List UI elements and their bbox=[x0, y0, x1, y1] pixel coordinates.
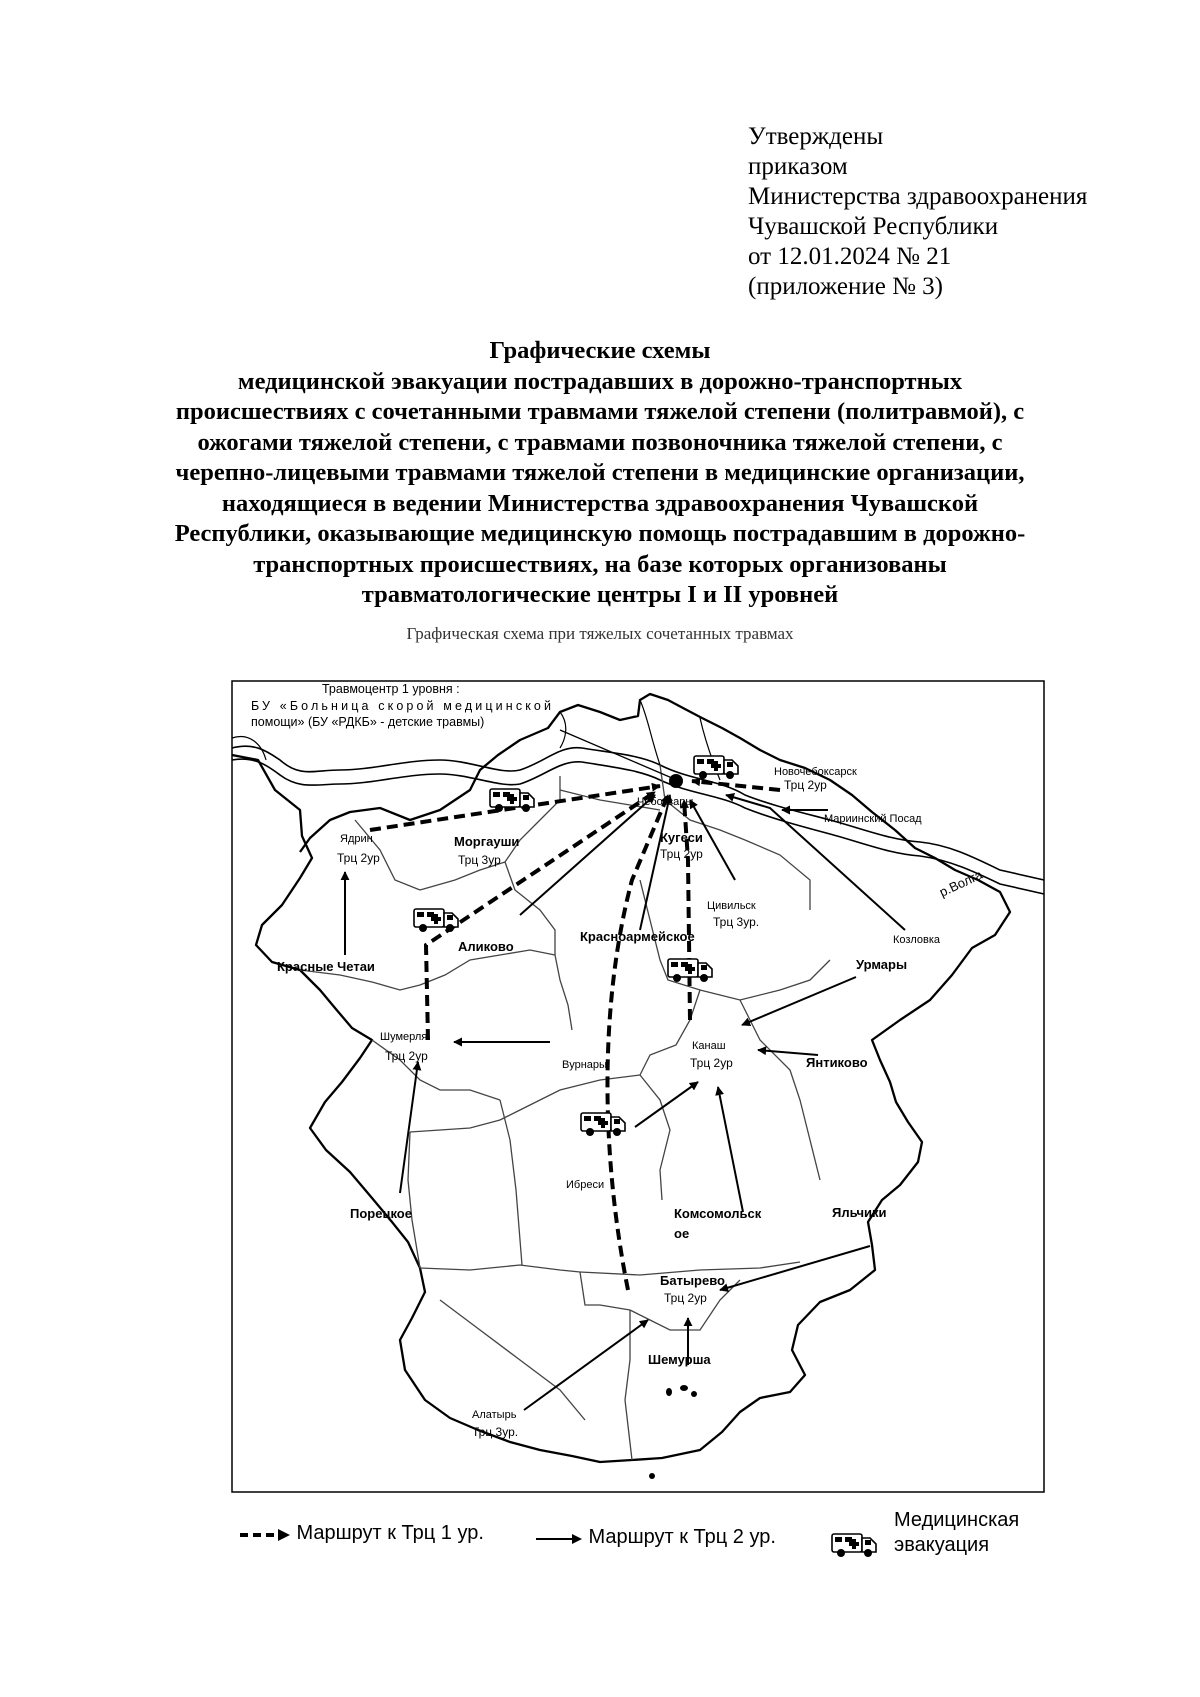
title-line: находящиеся в ведении Министерства здравоохранения Чувашской bbox=[221, 489, 979, 517]
volga-river bbox=[232, 759, 1044, 894]
place-alatyr: Алатырь bbox=[472, 1409, 517, 1421]
place-mariinsky-posad: Мариинский Посад bbox=[824, 813, 922, 825]
route-level2 bbox=[400, 1062, 418, 1193]
place-morgaushi: Моргауши bbox=[454, 834, 520, 849]
place-kozlovka: Козловка bbox=[893, 934, 940, 946]
place-ibresi: Ибреси bbox=[566, 1179, 605, 1191]
solid-arrow-icon bbox=[534, 1529, 584, 1549]
district-borders bbox=[300, 765, 830, 1460]
place-komsomolskoe-cont: ое bbox=[674, 1226, 690, 1241]
callout-line-3: помощи» (БУ «РДКБ» - детские травмы) bbox=[251, 715, 485, 729]
route-level1 bbox=[607, 795, 668, 1290]
legend-route-level1-label: Маршрут к Трц 1 ур. bbox=[296, 1522, 484, 1544]
place-yadrin-level: Трц 2ур bbox=[337, 851, 380, 865]
title-line: ожогами тяжелой степени, с травмами позвоночника тяжелой степени, с bbox=[197, 428, 1003, 456]
approval-line: Утверждены bbox=[748, 123, 884, 150]
place-poretskoe: Порецкое bbox=[350, 1206, 412, 1221]
map-legend bbox=[238, 1508, 1098, 1588]
title-line: Графические схемы bbox=[489, 337, 711, 364]
place-yantikovo: Янтиково bbox=[806, 1055, 868, 1070]
legend-evacuation-label-1: Медицинская bbox=[894, 1509, 1020, 1531]
title-line: Республики, оказывающие медицинскую помощь пострадавшим в дорожно- bbox=[174, 520, 1026, 547]
place-kanash: Канаш bbox=[692, 1040, 726, 1052]
place-kanash-level: Трц 2ур bbox=[690, 1056, 733, 1070]
place-alikovo: Аликово bbox=[458, 939, 514, 954]
approval-line: (приложение № 3) bbox=[748, 273, 944, 300]
place-batyrevo-level: Трц 2ур bbox=[664, 1291, 707, 1305]
ambulance-icon bbox=[581, 1113, 625, 1136]
callout-line-1: Травмоцентр 1 уровня : bbox=[322, 682, 460, 696]
lake-markers bbox=[649, 1385, 697, 1479]
approval-line: от 12.01.2024 № 21 bbox=[748, 243, 952, 270]
place-kugesi: Кугеси bbox=[660, 830, 703, 845]
place-kugesi-level: Трц 2ур bbox=[660, 847, 703, 861]
route-level2 bbox=[520, 795, 655, 915]
place-shumerlya-level: Трц 2ур bbox=[385, 1049, 428, 1063]
place-krasnye-chetai: Красные Четаи bbox=[277, 959, 375, 974]
legend-route-level1 bbox=[238, 1522, 484, 1545]
route-level2 bbox=[718, 1087, 743, 1212]
place-volga: р.Волга bbox=[936, 866, 985, 900]
dashed-arrow-icon bbox=[238, 1525, 292, 1545]
ambulance-icon bbox=[414, 909, 458, 932]
route-level1 bbox=[426, 792, 655, 1040]
place-komsomolskoe: Комсомольск bbox=[674, 1206, 762, 1221]
route-level2 bbox=[640, 795, 670, 930]
approval-line: Чувашской Республики bbox=[748, 213, 999, 240]
place-novocheboksarsk: Новочебоксарск bbox=[774, 766, 857, 778]
place-yadrin: Ядрин bbox=[340, 833, 373, 845]
place-alatyr-level: Трц 3ур. bbox=[472, 1425, 519, 1439]
legend-route-level2 bbox=[534, 1526, 776, 1549]
place-batyrevo: Батырево bbox=[660, 1273, 725, 1288]
route-level1 bbox=[692, 781, 780, 790]
place-shumerlya: Шумерля bbox=[380, 1031, 428, 1043]
title-line: черепно-лицевыми травмами тяжелой степени в медицинские организации, bbox=[175, 459, 1025, 486]
place-vurnary: Вурнары bbox=[562, 1059, 607, 1071]
place-cheboksary: Чебоксары bbox=[637, 796, 694, 808]
approval-line: Министерства здравоохранения bbox=[748, 183, 1088, 210]
legend-route-level2-label: Маршрут к Трц 2 ур. bbox=[588, 1526, 776, 1548]
place-novocheboksarsk-level: Трц 2ур bbox=[784, 778, 827, 792]
map-subtitle: Графическая схема при тяжелых сочетанных травмах bbox=[406, 624, 794, 643]
place-yalchiki: Яльчики bbox=[832, 1205, 887, 1220]
approval-line: приказом bbox=[748, 153, 848, 180]
place-krasnoarmeyskoe: Красноармейское bbox=[580, 929, 695, 944]
callout-line-2: БУ «Больница скорой медицинской bbox=[251, 699, 551, 713]
trauma-center-1-marker bbox=[669, 774, 683, 788]
title-line: медицинской эвакуации пострадавших в дорожно-транспортных bbox=[237, 367, 963, 395]
title-line: транспортных происшествиях, на базе которых организованы bbox=[253, 550, 947, 578]
place-morgaushi-level: Трц 3ур bbox=[458, 853, 501, 867]
legend-evacuation-label-2: эвакуация bbox=[894, 1534, 990, 1556]
title-line: происшествиях с сочетанными травмами тяжелой степени (политравмой), с bbox=[175, 398, 1025, 425]
place-shemursha: Шемурша bbox=[648, 1352, 711, 1367]
ambulance-icon bbox=[828, 1522, 886, 1562]
callout-line bbox=[560, 730, 672, 778]
place-urmary: Урмары bbox=[856, 957, 908, 972]
ambulance-icon bbox=[694, 756, 738, 779]
place-tsivilsk-level: Трц 3ур. bbox=[713, 915, 760, 929]
place-tsivilsk: Цивильск bbox=[707, 900, 756, 912]
title-line: травматологические центры I и II уровней bbox=[361, 581, 839, 608]
